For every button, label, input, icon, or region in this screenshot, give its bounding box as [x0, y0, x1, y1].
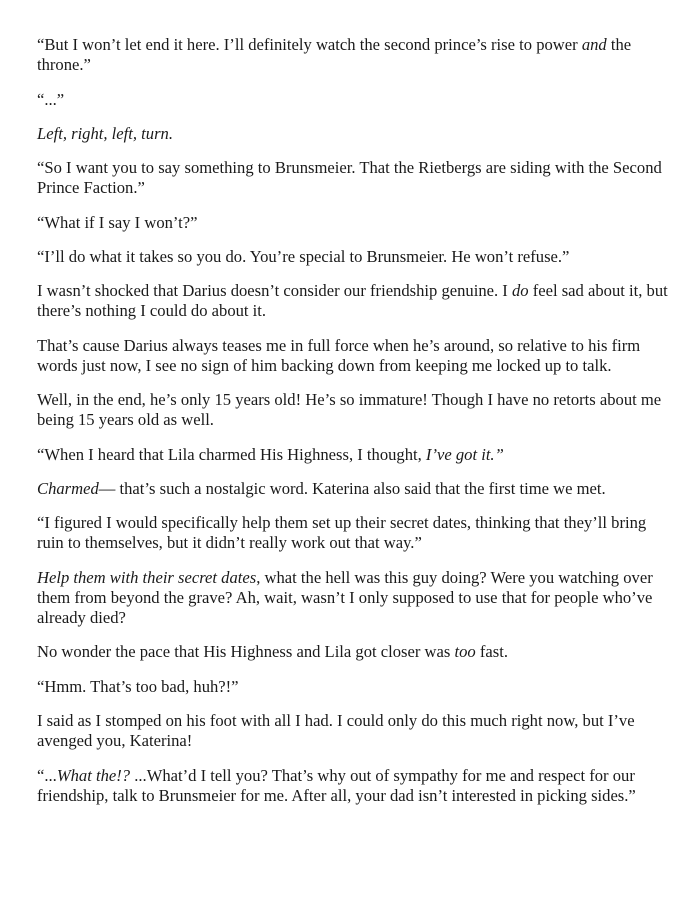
paragraph	[37, 247, 669, 267]
paragraph	[37, 766, 669, 806]
paragraph	[37, 336, 669, 376]
paragraph	[37, 677, 669, 697]
text-run: “I’ll do what it takes so you do. You’re special to Brunsmeier. He won’t refuse.”	[37, 246, 570, 266]
text-run: “So I want you to say something to Brunsmeier. That the Rietbergs are siding with the Second Prince Faction.”	[37, 158, 662, 198]
text-run: fast.	[475, 642, 508, 662]
text-run: feel sad about it, but there’s nothing I could do about it.	[37, 281, 668, 321]
text-run: “Hmm. That’s too bad, huh?!”	[37, 676, 239, 696]
paragraph	[37, 213, 669, 233]
paragraph	[37, 711, 669, 751]
paragraph	[37, 281, 669, 321]
text-run: “When I heard that Lila charmed His Highness, I thought,	[37, 444, 426, 464]
paragraph	[37, 642, 669, 662]
text-run: Well, in the end, he’s only 15 years old! He’s so immature! Though I have no retorts about me being 15 years old as well.	[37, 390, 662, 430]
text-run: “...	[37, 765, 57, 785]
text-run: “...”	[37, 89, 65, 109]
text-run: I said as I stomped on his foot with all I had. I could only do this much right now, but I’ve avenged you, Katerina!	[37, 711, 635, 751]
text-run: I wasn’t shocked that Darius doesn’t consider our friendship genuine. I	[37, 281, 512, 301]
paragraph	[37, 35, 669, 75]
text-run: “But I won’t let end it here. I’ll definitely watch the second prince’s rise to power	[37, 35, 582, 54]
text-run: That’s cause Darius always teases me in full force when he’s around, so relative to his firm words just now, I see no sign of him backing down from keeping me locked up to talk.	[37, 335, 641, 375]
paragraph	[37, 568, 669, 629]
text-run: ...What’d I tell you? That’s why out of sympathy for me and respect for our friendship, talk to Brunsmeier for me. After all, your dad isn’t interested in picking sides.”	[37, 765, 636, 805]
italic-text-run: Left, right, left, turn.	[37, 123, 173, 143]
italic-text-run: and	[581, 35, 607, 54]
paragraph	[37, 479, 669, 499]
italic-text-run: Charmed	[37, 478, 99, 498]
italic-text-run: too	[454, 642, 476, 662]
text-run: — that’s such a nostalgic word. Katerina also said that the first time we met.	[98, 478, 606, 498]
paragraph	[37, 513, 669, 553]
italic-text-run: do	[511, 281, 529, 301]
text-run: “What if I say I won’t?”	[37, 212, 198, 232]
document-page	[37, 35, 669, 820]
paragraph	[37, 90, 669, 110]
text-run: the throne.”	[37, 35, 632, 75]
paragraph	[37, 124, 669, 144]
paragraph	[37, 158, 669, 198]
italic-text-run: I’ve got it.”	[425, 444, 504, 464]
italic-text-run: Help them with their secret dates	[37, 567, 257, 587]
paragraph	[37, 390, 669, 430]
text-run: “I figured I would specifically help them set up their secret dates, thinking that they’ll bring ruin to themselves, but it didn’t really work out that way.”	[37, 513, 647, 553]
italic-text-run: What the!?	[56, 765, 131, 785]
text-run: , what the hell was this guy doing? Were you watching over them from beyond the grave? Ah, wait, wasn’t I only supposed to use that for people who’ve already died?	[37, 567, 653, 628]
text-run: No wonder the pace that His Highness and Lila got closer was	[37, 642, 455, 662]
paragraph	[37, 445, 669, 465]
